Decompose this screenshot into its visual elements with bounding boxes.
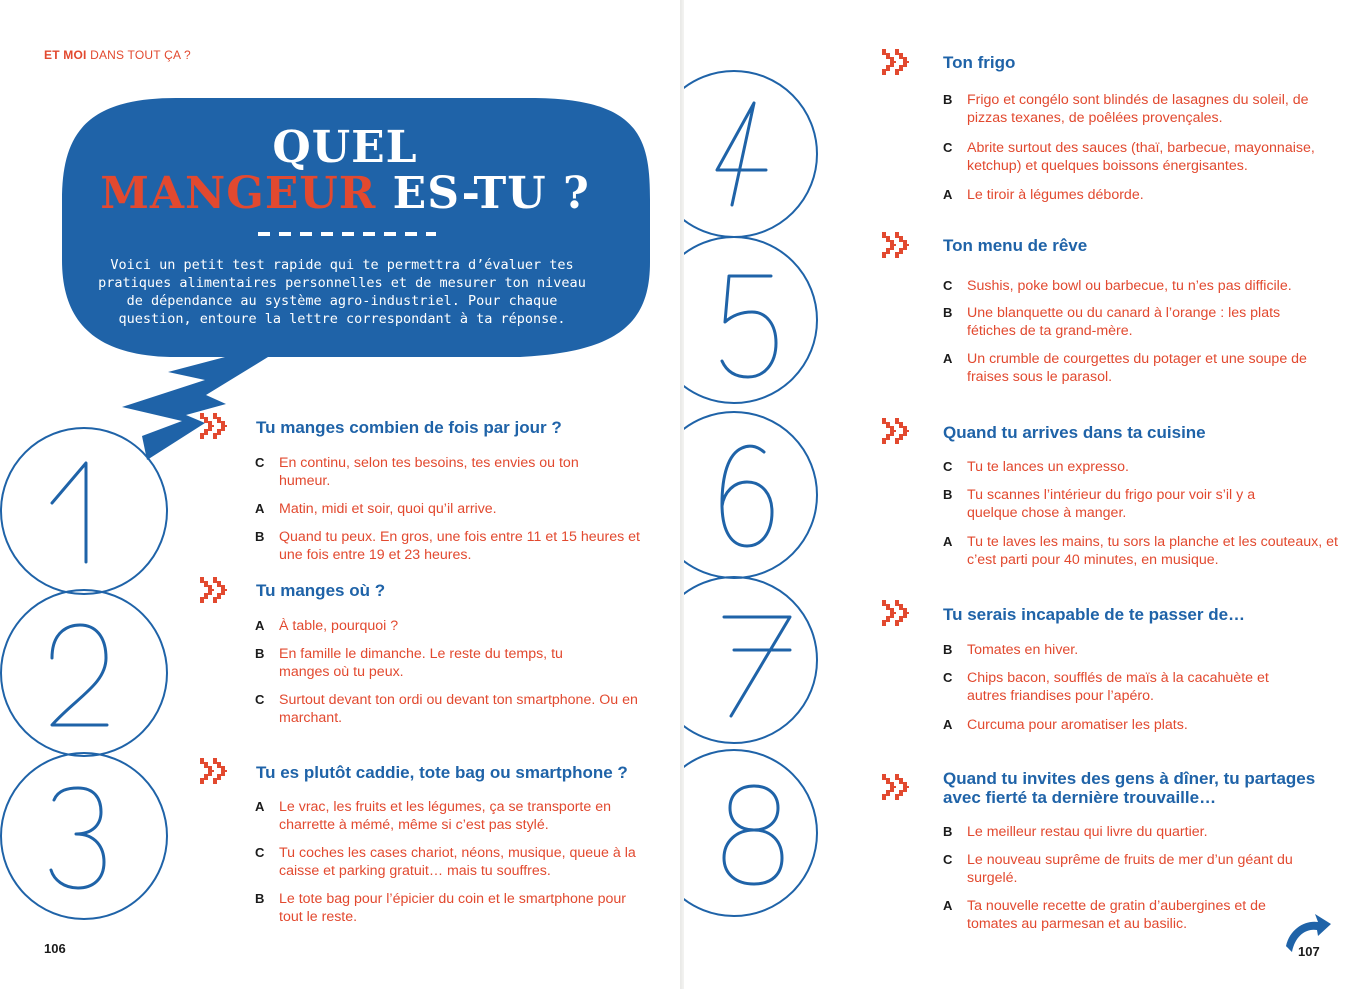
answer-text: Un crumble de courgettes du potager et une soupe de fraises sous le parasol. [967, 351, 1307, 385]
circle-4 [684, 71, 817, 237]
numeral-3 [51, 788, 104, 888]
numeral-1 [52, 463, 86, 562]
answer-text: Curcuma pour aromatiser les plats. [967, 717, 1188, 733]
right-page [684, 0, 1367, 989]
answer-option[interactable] [943, 823, 1347, 841]
question-title: Tu manges combien de fois par jour ? [256, 418, 562, 437]
answer-letter: C [255, 692, 265, 707]
title-accent: MANGEUR [100, 168, 377, 219]
answer-option[interactable] [255, 528, 649, 564]
answer-text: Sushis, poke bowl ou barbecue, tu n’es pas difficile. [967, 278, 1292, 294]
answer-option[interactable] [255, 454, 579, 490]
question-title: Ton menu de rêve [943, 236, 1088, 255]
question-title: Tu manges où ? [256, 581, 386, 600]
answer-option[interactable] [943, 851, 1307, 887]
answer-option[interactable] [255, 798, 649, 834]
double-arrow-icon [200, 758, 234, 784]
answer-option[interactable] [943, 91, 1337, 127]
answer-option[interactable] [943, 186, 1337, 204]
answer-option[interactable] [943, 304, 1327, 340]
answer-text: Tomates en hiver. [967, 642, 1079, 658]
double-arrow-icon [200, 413, 234, 439]
answer-text: Tu scannes l’intérieur du frigo pour voir s’il y a quelque chose à manger. [967, 487, 1256, 521]
answer-text: À table, pourquoi ? [279, 618, 399, 634]
answer-option[interactable] [943, 533, 1347, 569]
answer-option[interactable] [943, 458, 1347, 476]
answer-letter: A [943, 351, 953, 366]
answer-option[interactable] [255, 645, 599, 681]
answer-option[interactable] [943, 486, 1307, 522]
answer-text: Le tiroir à légumes déborde. [967, 187, 1144, 203]
numeral-5 [722, 276, 776, 377]
question-title: Tu es plutôt caddie, tote bag ou smartphone ? [256, 763, 628, 782]
answer-text: Le vrac, les fruits et les légumes, ça se transporte en charrette à mémé, même si c’est pas stylé. [279, 799, 611, 833]
answer-text: Le meilleur restau qui livre du quartier. [967, 824, 1208, 840]
question-title: Quand tu arrives dans ta cuisine [943, 423, 1206, 442]
answer-letter: A [943, 717, 953, 732]
answer-letter: A [943, 534, 953, 549]
header-bold: ET MOI [44, 48, 87, 62]
answer-option[interactable] [943, 716, 1347, 734]
answer-option[interactable] [255, 890, 649, 926]
circle-6 [684, 412, 817, 578]
double-arrow-icon [882, 418, 916, 444]
number-circles-left [0, 0, 680, 989]
answer-option[interactable] [943, 897, 1307, 933]
numeral-4 [717, 103, 766, 205]
answer-option[interactable] [255, 844, 649, 880]
page-number-left: 106 [44, 941, 66, 956]
answer-letter: A [255, 618, 265, 633]
answer-letter: A [255, 501, 265, 516]
answer-letter: B [943, 487, 953, 502]
answer-letter: B [943, 642, 953, 657]
answer-letter: C [255, 455, 265, 470]
double-arrow-icon [882, 600, 916, 626]
numeral-2 [52, 625, 107, 725]
answer-text: Tu coches les cases chariot, néons, musique, queue à la caisse et parking gratuit… mais tu souffres. [279, 845, 636, 879]
circle-8 [684, 750, 817, 916]
question-title: Tu serais incapable de te passer de… [943, 605, 1246, 624]
answer-letter: B [255, 529, 265, 544]
double-arrow-icon [882, 49, 916, 75]
answer-letter: B [943, 92, 953, 107]
answer-option[interactable] [255, 691, 649, 727]
answer-text: Une blanquette ou du canard à l’orange : les plats fétiches de ta grand-mère. [967, 305, 1281, 339]
answer-text: Chips bacon, soufflés de maïs à la cacahuète et autres friandises pour l’apéro. [967, 670, 1269, 704]
answer-letter: C [943, 852, 953, 867]
answer-text: Le nouveau suprême de fruits de mer d’un géant du surgelé. [967, 852, 1293, 886]
double-arrow-icon [882, 774, 916, 800]
question-title: Ton frigo [943, 53, 1016, 72]
answer-letter: A [255, 799, 265, 814]
answer-letter: C [255, 845, 265, 860]
answer-text: Tu te lances un expresso. [967, 459, 1129, 475]
intro-text: Voici un petit test rapide qui te permettra d’évaluer tes pratiques alimentaires personnelles et de mesurer ton niveau de dépendance au système agro-industriel. Pour chaque question, entoure la lettre correspondant à ta réponse. [98, 257, 586, 327]
answer-text: Le tote bag pour l’épicier du coin et le smartphone pour tout le reste. [279, 891, 627, 925]
page-number-right: 107 [1298, 944, 1320, 959]
answer-letter: B [255, 646, 265, 661]
answer-text: Surtout devant ton ordi ou devant ton smartphone. Ou en marchant. [279, 692, 638, 726]
answer-text: Quand tu peux. En gros, une fois entre 11 et 15 heures et une fois entre 19 et 23 heures. [279, 529, 640, 563]
answer-option[interactable] [943, 277, 1347, 295]
answer-option[interactable] [943, 139, 1337, 175]
circle-7 [684, 577, 817, 743]
left-page [0, 0, 680, 989]
answer-text: En famille le dimanche. Le reste du temps, tu manges où tu peux. [279, 646, 563, 680]
answer-option[interactable] [255, 500, 579, 518]
header-rest: DANS TOUT ÇA ? [90, 48, 191, 62]
numeral-6 [722, 446, 772, 546]
double-arrow-icon [882, 232, 916, 258]
answer-letter: B [255, 891, 265, 906]
answer-text: Frigo et congélo sont blindés de lasagnes du soleil, de pizzas texanes, de poêlées provençales. [967, 92, 1309, 126]
answer-option[interactable] [943, 641, 1347, 659]
answer-letter: C [943, 278, 953, 293]
answer-text: Abrite surtout des sauces (thaï, barbecue, mayonnaise, ketchup) et quelques boissons énergisantes. [967, 140, 1315, 174]
answer-letter: C [943, 140, 953, 155]
numeral-8 [724, 786, 782, 884]
answer-text: Ta nouvelle recette de gratin d’aubergines et de tomates au parmesan et au basilic. [967, 898, 1266, 932]
answer-letter: B [943, 305, 953, 320]
circle-1 [1, 428, 167, 594]
answer-text: En continu, selon tes besoins, tes envies ou ton humeur. [279, 455, 579, 489]
answer-letter: C [943, 670, 953, 685]
double-arrow-icon [200, 577, 234, 603]
title-line-1: QUEL [272, 122, 418, 173]
numeral-7 [724, 617, 790, 716]
answer-letter: C [943, 459, 953, 474]
answer-text: Matin, midi et soir, quoi qu’il arrive. [279, 501, 497, 517]
answer-option[interactable] [943, 350, 1307, 386]
answer-text: Tu te laves les mains, tu sors la planche et les couteaux, et c’est parti pour 40 minutes, en musique. [967, 534, 1338, 568]
question-title: Quand tu invites des gens à dîner, tu partages avec fierté ta dernière trouvaille… [943, 769, 1316, 807]
answer-letter: B [943, 824, 953, 839]
answer-option[interactable] [943, 669, 1307, 705]
title-rest: ES-TU ? [392, 168, 590, 219]
answer-option[interactable] [255, 617, 599, 635]
answer-letter: A [943, 898, 953, 913]
answer-letter: A [943, 187, 953, 202]
circle-2 [1, 590, 167, 756]
